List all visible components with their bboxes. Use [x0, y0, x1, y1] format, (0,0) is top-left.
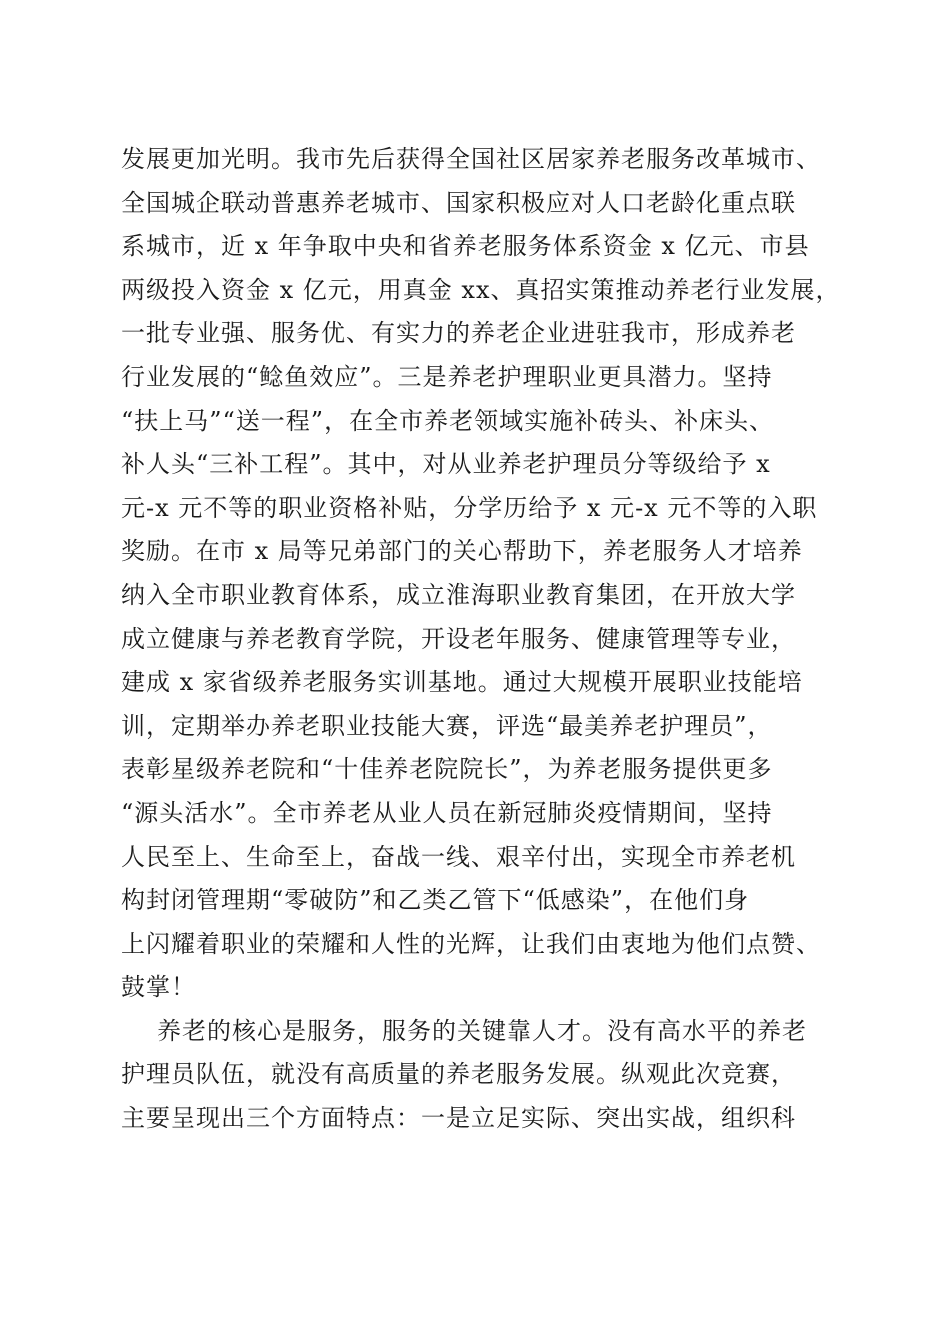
text-line: 养老的核心是服务，服务的关键靠人才。没有高水平的养老 [157, 1016, 807, 1045]
text-line: 补人头“三补工程”。其中，对从业养老护理员分等级给予 x [121, 450, 771, 479]
text-line: 一批专业强、服务优、有实力的养老企业进驻我市，形成养老 [121, 319, 796, 348]
text-line: 成立健康与养老教育学院，开设老年服务、健康管理等专业， [121, 624, 796, 653]
text-line: 上闪耀着职业的荣耀和人性的光辉，让我们由衷地为他们点赞、 [121, 929, 821, 958]
text-line: 主要呈现出三个方面特点：一是立足实际、突出实战，组织科 [121, 1104, 796, 1133]
text-line: 表彰星级养老院和“十佳养老院院长”，为养老服务提供更多 [121, 755, 773, 784]
body-text [121, 138, 841, 1141]
paragraph-1 [121, 138, 841, 1010]
text-line: “源头活水”。全市养老从业人员在新冠肺炎疫情期间，坚持 [121, 798, 773, 827]
text-line: “扶上马”“送一程”，在全市养老领域实施补砖头、补床头、 [121, 406, 775, 435]
paragraph-2 [121, 1010, 841, 1141]
text-line: 纳入全市职业教育体系，成立淮海职业教育集团，在开放大学 [121, 580, 796, 609]
text-line: 训，定期举办养老职业技能大赛，评选“最美养老护理员”， [121, 711, 773, 740]
text-line: 行业发展的“鲶鱼效应”。三是养老护理职业更具潜力。坚持 [121, 362, 773, 391]
text-line: 奖励。在市 x 局等兄弟部门的关心帮助下，养老服务人才培养 [121, 537, 803, 566]
text-line: 构封闭管理期“零破防”和乙类乙管下“低感染”，在他们身 [121, 886, 750, 915]
text-line: 护理员队伍，就没有高质量的养老服务发展。纵观此次竞赛， [121, 1060, 796, 1089]
text-line: 人民至上、生命至上，奋战一线、艰辛付出，实现全市养老机 [121, 842, 796, 871]
text-line: 鼓掌！ [121, 973, 196, 1002]
text-line: 系城市，近 x 年争取中央和省养老服务体系资金 x 亿元、市县 [121, 232, 810, 261]
text-line: 建成 x 家省级养老服务实训基地。通过大规模开展职业技能培 [121, 668, 803, 697]
text-line: 两级投入资金 x 亿元，用真金 xx、真招实策推动养老行业发展， [121, 275, 841, 304]
text-line: 元-x 元不等的职业资格补贴，分学历给予 x 元-x 元不等的入职 [121, 493, 818, 522]
text-line: 全国城企联动普惠养老城市、国家积极应对人口老龄化重点联 [121, 188, 796, 217]
text-line: 发展更加光明。我市先后获得全国社区居家养老服务改革城市、 [121, 145, 821, 173]
